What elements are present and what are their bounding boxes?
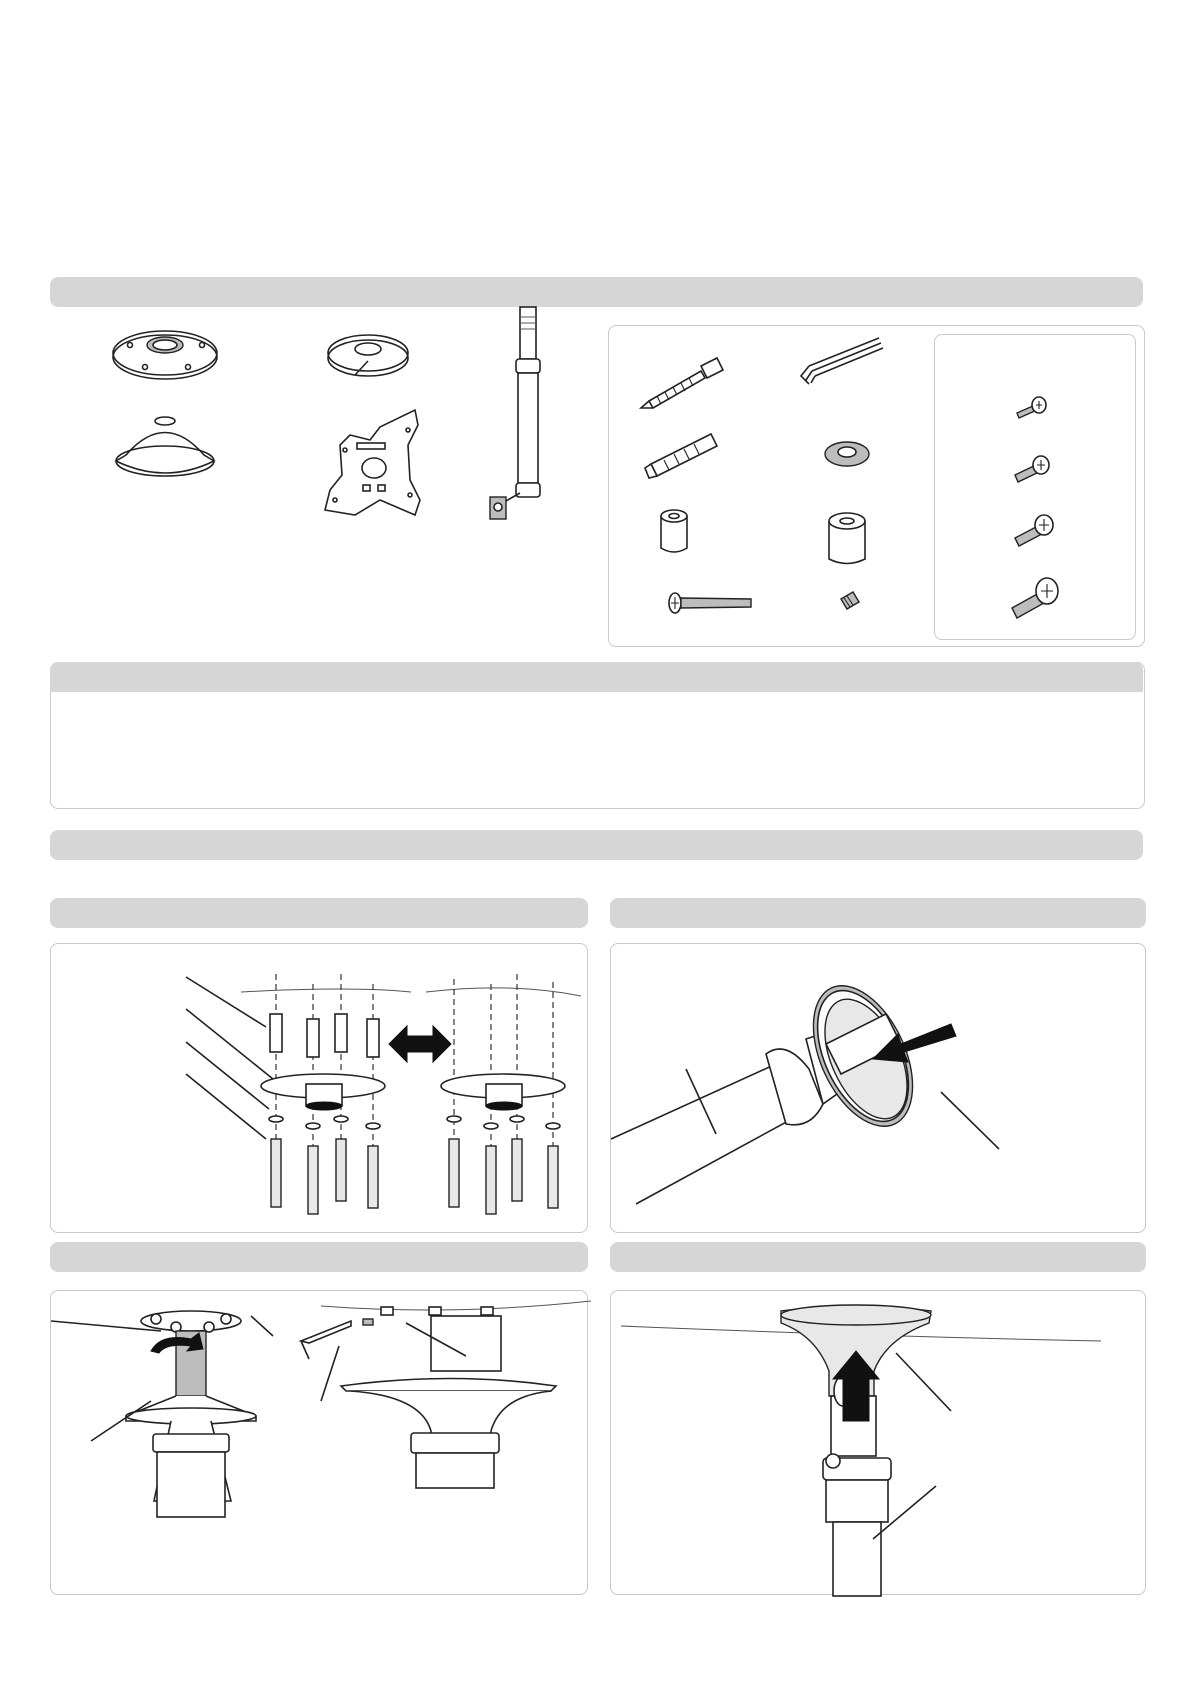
step-3-header bbox=[50, 1242, 588, 1272]
step-4-header bbox=[610, 1242, 1146, 1272]
step-1-header bbox=[50, 898, 588, 928]
ceiling-plate-illustration bbox=[113, 331, 217, 379]
m6-screw-illustration bbox=[1015, 515, 1053, 546]
step-4-panel bbox=[610, 1290, 1146, 1595]
step-3-right-assembly bbox=[301, 1301, 591, 1488]
split-cover-ring-illustration bbox=[328, 335, 408, 376]
step-2-panel bbox=[610, 943, 1146, 1233]
step-3-panel bbox=[50, 1290, 588, 1595]
step-2-leader-cover bbox=[941, 1092, 999, 1149]
ceiling-cover-illustration bbox=[116, 417, 214, 476]
step-1-left-assembly bbox=[261, 974, 385, 1214]
step-2-pole bbox=[611, 970, 933, 1204]
alternative-option-arrow bbox=[389, 1026, 451, 1062]
step-2-header bbox=[610, 898, 1146, 928]
m5-screw-illustration bbox=[1015, 456, 1049, 482]
lag-bolt-illustration bbox=[641, 358, 723, 408]
spacer-large-illustration bbox=[829, 513, 865, 564]
extension-pole-illustration bbox=[490, 307, 540, 519]
step-1-leader-lines bbox=[186, 977, 273, 1139]
step-4-assembly bbox=[621, 1305, 1101, 1596]
vesa-plate-illustration bbox=[325, 410, 420, 515]
step-1-panel bbox=[50, 943, 588, 1233]
section-header-installation bbox=[50, 830, 1143, 860]
washer-illustration bbox=[825, 442, 869, 466]
step-1-right-assembly bbox=[441, 974, 565, 1214]
spacer-small-illustration bbox=[661, 510, 687, 552]
bolt-with-washer-illustration bbox=[669, 593, 751, 613]
m8-screw-illustration bbox=[1012, 578, 1058, 618]
parts-illustrations-main bbox=[50, 315, 600, 645]
m4-screw-illustration bbox=[1017, 397, 1046, 418]
set-screw-illustration bbox=[841, 592, 859, 609]
screws-subpanel bbox=[934, 334, 1136, 640]
hardware-panel bbox=[608, 325, 1145, 647]
section-header-notes bbox=[50, 662, 1143, 692]
hex-keys-illustration bbox=[801, 338, 883, 384]
step-3-left-assembly bbox=[51, 1311, 273, 1517]
section-header-parts bbox=[50, 277, 1143, 307]
wall-anchor-illustration bbox=[645, 434, 717, 478]
